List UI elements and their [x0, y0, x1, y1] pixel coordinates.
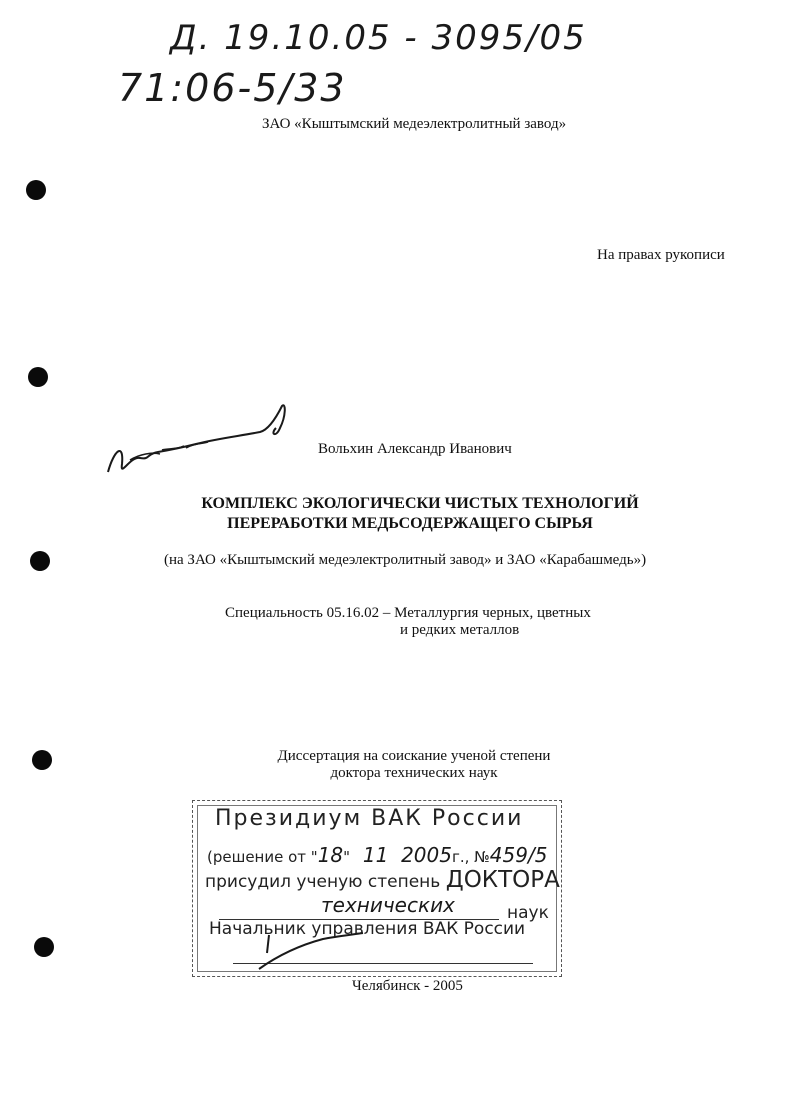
- punch-hole-5: [34, 937, 54, 957]
- science-suffix: наук: [507, 903, 549, 923]
- author-signature: [100, 398, 300, 484]
- stamp-head-title: Начальник управления ВАК России: [209, 919, 526, 939]
- stamp-award-line: [205, 867, 560, 893]
- decision-mid: ": [343, 848, 351, 866]
- decision-year: 2005: [401, 843, 452, 867]
- punch-hole-1: [26, 180, 46, 200]
- decision-month: 11: [362, 843, 389, 867]
- punch-hole-4: [32, 750, 52, 770]
- award-text: присудил ученую степень: [205, 872, 441, 892]
- dissertation-title-line-2: ПЕРЕРАБОТКИ МЕДЬСОДЕРЖАЩЕГО СЫРЬЯ: [227, 515, 593, 532]
- award-degree: ДОКТОРА: [445, 867, 560, 893]
- punch-hole-2: [28, 367, 48, 387]
- decision-number-prefix: г., №: [451, 848, 490, 866]
- rights-note: На правах рукописи: [597, 247, 725, 263]
- specialty-line-2: и редких металлов: [400, 622, 520, 638]
- handwritten-archive-code: 71:06-5/33: [118, 66, 347, 110]
- handwritten-registration-number: Д. 19.10.05 - 3095/05: [170, 18, 587, 58]
- stamp-header: Президиум ВАК России: [215, 806, 524, 831]
- organization-header: ЗАО «Кыштымский медеэлектролитный завод»: [262, 116, 567, 132]
- science-field: технических: [321, 893, 455, 917]
- dissertation-title-line-1: КОМПЛЕКС ЭКОЛОГИЧЕСКИ ЧИСТЫХ ТЕХНОЛОГИЙ: [201, 495, 639, 512]
- dissertation-subtitle: (на ЗАО «Кыштымский медеэлектролитный завод» и ЗАО «Карабашмедь»): [164, 552, 647, 568]
- head-signature: [253, 929, 373, 973]
- punch-hole-3: [30, 551, 50, 571]
- degree-line-2: доктора технических наук: [330, 765, 498, 781]
- decision-prefix: (решение от ": [207, 848, 318, 866]
- place-and-year: Челябинск - 2005: [352, 978, 463, 994]
- vak-approval-stamp: [192, 800, 562, 977]
- degree-line-1: Диссертация на соискание ученой степени: [277, 748, 551, 764]
- stamp-decision-line: [207, 843, 547, 867]
- author-name: Вольхин Александр Иванович: [318, 441, 512, 457]
- decision-day: 18: [317, 843, 344, 867]
- decision-number: 459/5: [489, 843, 548, 867]
- specialty-line-1: Специальность 05.16.02 – Металлургия черных, цветных: [225, 605, 591, 621]
